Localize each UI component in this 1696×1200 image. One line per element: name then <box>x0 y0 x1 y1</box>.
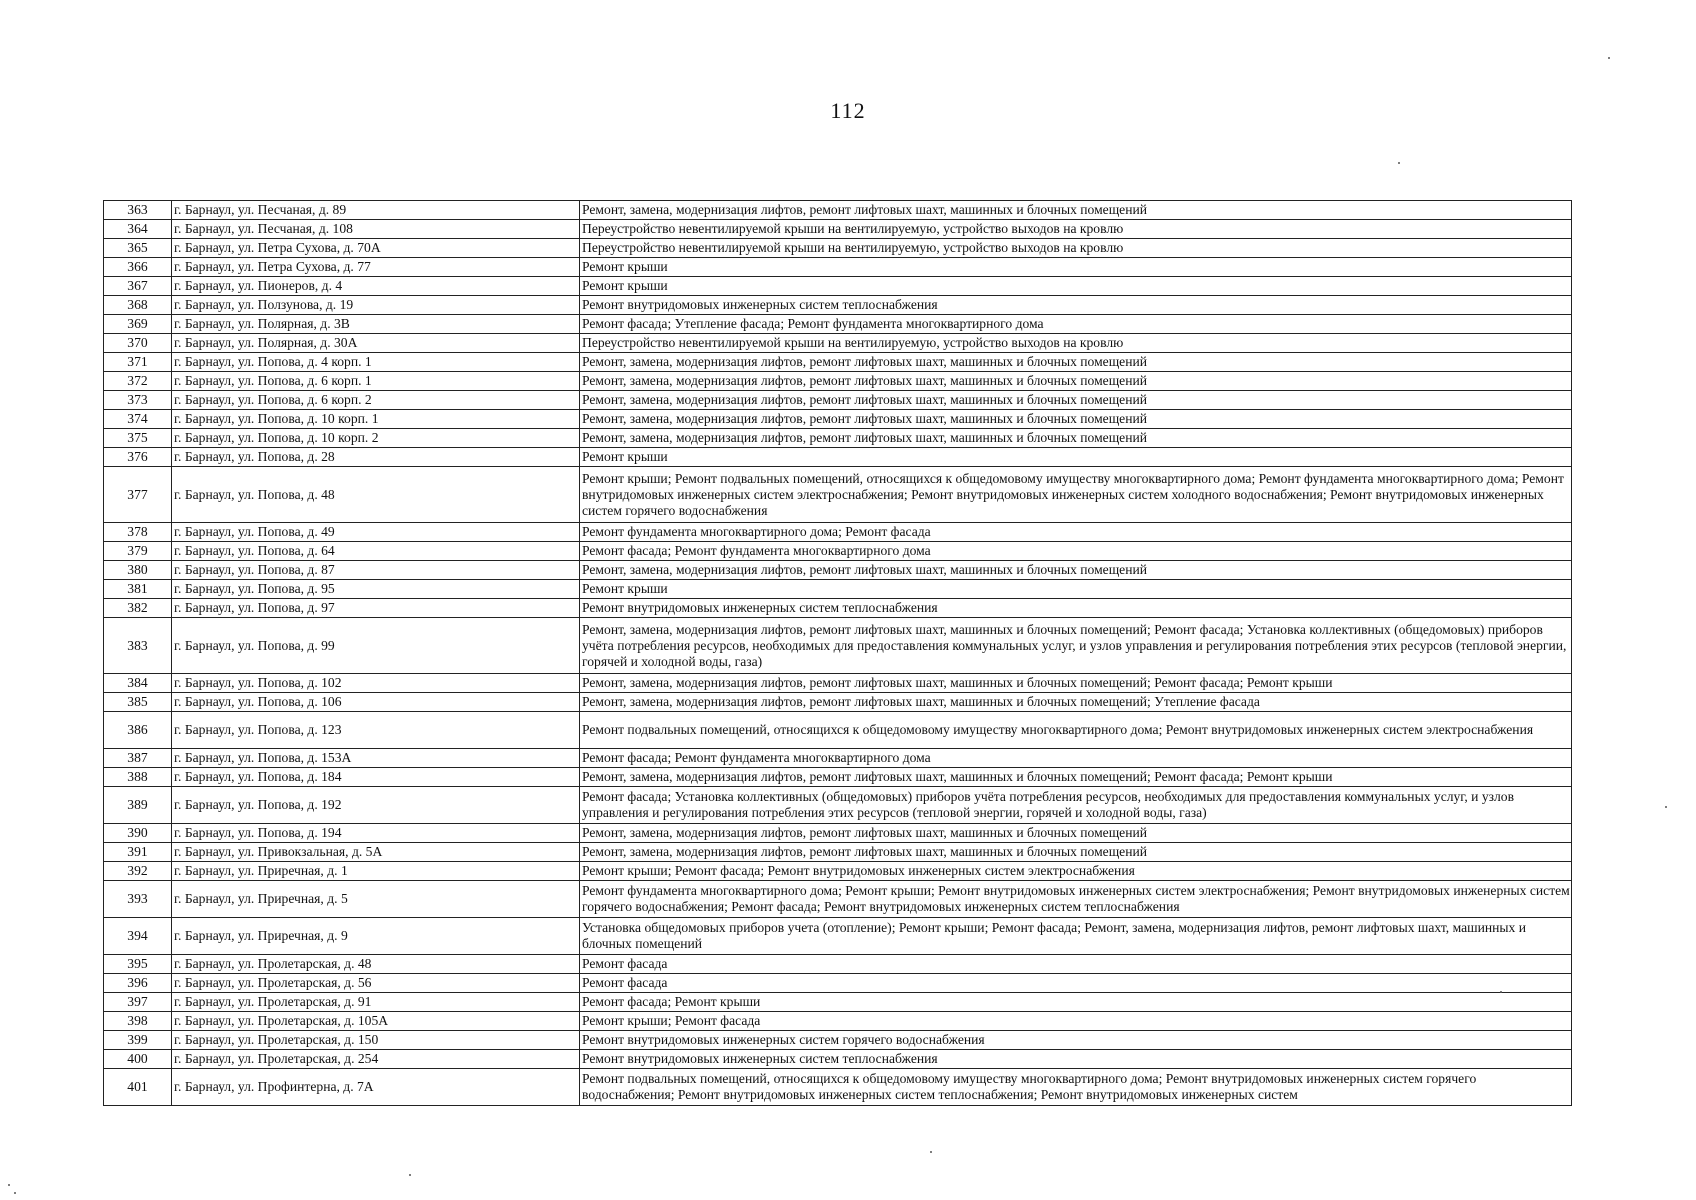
row-address: г. Барнаул, ул. Петра Сухова, д. 77 <box>172 258 580 277</box>
row-number: 370 <box>104 334 172 353</box>
row-works: Ремонт крыши; Ремонт фасада; Ремонт внутридомовых инженерных систем электроснабжения <box>580 862 1572 881</box>
table-row <box>104 955 1572 974</box>
row-number: 381 <box>104 580 172 599</box>
row-address: г. Барнаул, ул. Попова, д. 97 <box>172 599 580 618</box>
row-number: 393 <box>104 881 172 918</box>
table-row <box>104 542 1572 561</box>
row-number: 383 <box>104 618 172 674</box>
row-works: Установка общедомовых приборов учета (отопление); Ремонт крыши; Ремонт фасада; Ремонт, замена, модернизация лифтов, ремонт лифтовых шахт, машинных и блочных помещений <box>580 918 1572 955</box>
table-row <box>104 523 1572 542</box>
table-row <box>104 239 1572 258</box>
row-number: 366 <box>104 258 172 277</box>
row-address: г. Барнаул, ул. Попова, д. 10 корп. 2 <box>172 429 580 448</box>
row-address: г. Барнаул, ул. Попова, д. 106 <box>172 693 580 712</box>
row-works: Ремонт, замена, модернизация лифтов, ремонт лифтовых шахт, машинных и блочных помещений; Ремонт фасада; Установка коллективных (общедомовых) приборов учёта потребления ресурсов, необходимых для предоставления коммунальных услуг, и узлов управления и регулирования потребления этих ресурсов (тепловой энергии, горячей и холодной воды, газа) <box>580 618 1572 674</box>
scan-speck <box>409 1174 411 1176</box>
row-number: 365 <box>104 239 172 258</box>
row-number: 367 <box>104 277 172 296</box>
scan-speck <box>1398 162 1400 164</box>
row-number: 380 <box>104 561 172 580</box>
row-number: 375 <box>104 429 172 448</box>
scan-speck <box>1608 57 1610 59</box>
row-address: г. Барнаул, ул. Пролетарская, д. 56 <box>172 974 580 993</box>
row-address: г. Барнаул, ул. Пролетарская, д. 105А <box>172 1012 580 1031</box>
row-works: Ремонт фасада; Утепление фасада; Ремонт фундамента многоквартирного дома <box>580 315 1572 334</box>
row-works: Ремонт внутридомовых инженерных систем горячего водоснабжения <box>580 1031 1572 1050</box>
table-row <box>104 353 1572 372</box>
row-address: г. Барнаул, ул. Попова, д. 48 <box>172 467 580 523</box>
table-row <box>104 693 1572 712</box>
row-address: г. Барнаул, ул. Петра Сухова, д. 70А <box>172 239 580 258</box>
row-number: 384 <box>104 674 172 693</box>
row-number: 372 <box>104 372 172 391</box>
table-row <box>104 843 1572 862</box>
row-number: 374 <box>104 410 172 429</box>
table-row <box>104 334 1572 353</box>
row-address: г. Барнаул, ул. Песчаная, д. 89 <box>172 201 580 220</box>
row-number: 378 <box>104 523 172 542</box>
row-works: Переустройство невентилируемой крыши на вентилируемую, устройство выходов на кровлю <box>580 334 1572 353</box>
row-address: г. Барнаул, ул. Полярная, д. 3В <box>172 315 580 334</box>
row-number: 377 <box>104 467 172 523</box>
row-number: 397 <box>104 993 172 1012</box>
row-address: г. Барнаул, ул. Приречная, д. 5 <box>172 881 580 918</box>
row-works: Ремонт подвальных помещений, относящихся к общедомовому имуществу многоквартирного дома; Ремонт внутридомовых инженерных систем горячего водоснабжения; Ремонт внутридомовых инженерных систем теплоснабжения; Ремонт внутридомовых инженерных систем <box>580 1069 1572 1106</box>
row-number: 394 <box>104 918 172 955</box>
row-number: 388 <box>104 768 172 787</box>
row-number: 385 <box>104 693 172 712</box>
table-row <box>104 315 1572 334</box>
row-address: г. Барнаул, ул. Попова, д. 123 <box>172 712 580 749</box>
table-row <box>104 787 1572 824</box>
row-number: 391 <box>104 843 172 862</box>
table-row <box>104 768 1572 787</box>
table-row <box>104 448 1572 467</box>
row-address: г. Барнаул, ул. Попова, д. 184 <box>172 768 580 787</box>
row-works: Ремонт фундамента многоквартирного дома; Ремонт крыши; Ремонт внутридомовых инженерных систем электроснабжения; Ремонт внутридомовых инженерных систем горячего водоснабжения; Ремонт фасада; Ремонт внутридомовых инженерных систем теплоснабжения <box>580 881 1572 918</box>
row-address: г. Барнаул, ул. Пролетарская, д. 254 <box>172 1050 580 1069</box>
row-works: Ремонт фасада <box>580 974 1572 993</box>
row-address: г. Барнаул, ул. Попова, д. 10 корп. 1 <box>172 410 580 429</box>
row-works: Ремонт фасада; Установка коллективных (общедомовых) приборов учёта потребления ресурсов, необходимых для предоставления коммунальных услуг, и узлов управления и регулирования потребления этих ресурсов (тепловой энергии, горячей и холодной воды, газа) <box>580 787 1572 824</box>
row-works: Ремонт крыши; Ремонт фасада <box>580 1012 1572 1031</box>
table-row <box>104 993 1572 1012</box>
row-address: г. Барнаул, ул. Попова, д. 95 <box>172 580 580 599</box>
row-number: 363 <box>104 201 172 220</box>
row-works: Ремонт, замена, модернизация лифтов, ремонт лифтовых шахт, машинных и блочных помещений <box>580 824 1572 843</box>
row-works: Ремонт внутридомовых инженерных систем теплоснабжения <box>580 296 1572 315</box>
table-row <box>104 391 1572 410</box>
row-works: Ремонт фасада; Ремонт фундамента многоквартирного дома <box>580 749 1572 768</box>
row-works: Ремонт внутридомовых инженерных систем теплоснабжения <box>580 1050 1572 1069</box>
row-works: Ремонт, замена, модернизация лифтов, ремонт лифтовых шахт, машинных и блочных помещений <box>580 201 1572 220</box>
row-works: Ремонт, замена, модернизация лифтов, ремонт лифтовых шахт, машинных и блочных помещений; Ремонт фасада; Ремонт крыши <box>580 674 1572 693</box>
table-row <box>104 258 1572 277</box>
table-body <box>104 201 1572 1106</box>
table-row <box>104 429 1572 448</box>
row-address: г. Барнаул, ул. Попова, д. 99 <box>172 618 580 674</box>
row-works: Ремонт фундамента многоквартирного дома; Ремонт фасада <box>580 523 1572 542</box>
row-address: г. Барнаул, ул. Приречная, д. 1 <box>172 862 580 881</box>
row-number: 379 <box>104 542 172 561</box>
row-address: г. Барнаул, ул. Попова, д. 153А <box>172 749 580 768</box>
scan-speck <box>1665 806 1667 808</box>
row-number: 401 <box>104 1069 172 1106</box>
table-row <box>104 918 1572 955</box>
row-works: Ремонт, замена, модернизация лифтов, ремонт лифтовых шахт, машинных и блочных помещений <box>580 391 1572 410</box>
row-address: г. Барнаул, ул. Попова, д. 64 <box>172 542 580 561</box>
row-works: Ремонт крыши <box>580 258 1572 277</box>
row-address: г. Барнаул, ул. Попова, д. 194 <box>172 824 580 843</box>
row-number: 376 <box>104 448 172 467</box>
row-number: 368 <box>104 296 172 315</box>
table-row <box>104 1031 1572 1050</box>
table-row <box>104 372 1572 391</box>
row-address: г. Барнаул, ул. Попова, д. 6 корп. 1 <box>172 372 580 391</box>
row-address: г. Барнаул, ул. Попова, д. 49 <box>172 523 580 542</box>
table-row <box>104 277 1572 296</box>
table-row <box>104 599 1572 618</box>
row-address: г. Барнаул, ул. Ползунова, д. 19 <box>172 296 580 315</box>
row-works: Ремонт подвальных помещений, относящихся к общедомовому имуществу многоквартирного дома; Ремонт внутридомовых инженерных систем электроснабжения <box>580 712 1572 749</box>
row-number: 386 <box>104 712 172 749</box>
row-works: Ремонт, замена, модернизация лифтов, ремонт лифтовых шахт, машинных и блочных помещений <box>580 353 1572 372</box>
row-works: Ремонт, замена, модернизация лифтов, ремонт лифтовых шахт, машинных и блочных помещений <box>580 410 1572 429</box>
page-number: 112 <box>830 98 866 123</box>
row-address: г. Барнаул, ул. Полярная, д. 30А <box>172 334 580 353</box>
repair-list-table <box>103 200 1572 1106</box>
row-number: 389 <box>104 787 172 824</box>
table-row <box>104 1050 1572 1069</box>
table-row <box>104 296 1572 315</box>
table-row <box>104 1012 1572 1031</box>
row-address: г. Барнаул, ул. Пролетарская, д. 150 <box>172 1031 580 1050</box>
table-row <box>104 862 1572 881</box>
row-address: г. Барнаул, ул. Попова, д. 87 <box>172 561 580 580</box>
row-address: г. Барнаул, ул. Привокзальная, д. 5А <box>172 843 580 862</box>
table-row <box>104 580 1572 599</box>
row-works: Ремонт, замена, модернизация лифтов, ремонт лифтовых шахт, машинных и блочных помещений <box>580 372 1572 391</box>
row-address: г. Барнаул, ул. Попова, д. 28 <box>172 448 580 467</box>
row-number: 387 <box>104 749 172 768</box>
table-row <box>104 712 1572 749</box>
table-row <box>104 618 1572 674</box>
row-address: г. Барнаул, ул. Попова, д. 192 <box>172 787 580 824</box>
table-row <box>104 410 1572 429</box>
row-address: г. Барнаул, ул. Попова, д. 6 корп. 2 <box>172 391 580 410</box>
row-number: 373 <box>104 391 172 410</box>
scan-speck <box>1500 991 1502 993</box>
table-row <box>104 824 1572 843</box>
row-works: Ремонт крыши <box>580 448 1572 467</box>
table-row <box>104 1069 1572 1106</box>
row-works: Ремонт крыши; Ремонт подвальных помещений, относящихся к общедомовому имуществу многоквартирного дома; Ремонт фундамента многоквартирного дома; Ремонт внутридомовых инженерных систем электроснабжения; Ремонт внутридомовых инженерных систем холодного водоснабжения; Ремонт внутридомовых инженерных систем горячего водоснабжения <box>580 467 1572 523</box>
row-address: г. Барнаул, ул. Приречная, д. 9 <box>172 918 580 955</box>
row-number: 399 <box>104 1031 172 1050</box>
row-works: Ремонт крыши <box>580 580 1572 599</box>
scan-speck <box>930 1151 932 1153</box>
row-address: г. Барнаул, ул. Пролетарская, д. 91 <box>172 993 580 1012</box>
row-works: Ремонт фасада <box>580 955 1572 974</box>
row-works: Ремонт фасада; Ремонт фундамента многоквартирного дома <box>580 542 1572 561</box>
table-row <box>104 749 1572 768</box>
table-row <box>104 201 1572 220</box>
row-number: 371 <box>104 353 172 372</box>
row-number: 395 <box>104 955 172 974</box>
row-number: 400 <box>104 1050 172 1069</box>
row-works: Ремонт крыши <box>580 277 1572 296</box>
row-number: 398 <box>104 1012 172 1031</box>
row-number: 364 <box>104 220 172 239</box>
row-works: Ремонт внутридомовых инженерных систем теплоснабжения <box>580 599 1572 618</box>
row-works: Переустройство невентилируемой крыши на вентилируемую, устройство выходов на кровлю <box>580 220 1572 239</box>
table-row <box>104 220 1572 239</box>
row-address: г. Барнаул, ул. Попова, д. 4 корп. 1 <box>172 353 580 372</box>
table-row <box>104 467 1572 523</box>
row-works: Ремонт, замена, модернизация лифтов, ремонт лифтовых шахт, машинных и блочных помещений <box>580 843 1572 862</box>
table-row <box>104 974 1572 993</box>
row-number: 392 <box>104 862 172 881</box>
row-address: г. Барнаул, ул. Профинтерна, д. 7А <box>172 1069 580 1106</box>
row-works: Ремонт, замена, модернизация лифтов, ремонт лифтовых шахт, машинных и блочных помещений <box>580 561 1572 580</box>
row-works: Ремонт, замена, модернизация лифтов, ремонт лифтовых шахт, машинных и блочных помещений; Утепление фасада <box>580 693 1572 712</box>
row-number: 390 <box>104 824 172 843</box>
table-row <box>104 674 1572 693</box>
row-works: Ремонт фасада; Ремонт крыши <box>580 993 1572 1012</box>
row-address: г. Барнаул, ул. Попова, д. 102 <box>172 674 580 693</box>
row-address: г. Барнаул, ул. Пролетарская, д. 48 <box>172 955 580 974</box>
row-address: г. Барнаул, ул. Пионеров, д. 4 <box>172 277 580 296</box>
row-number: 369 <box>104 315 172 334</box>
table-row <box>104 881 1572 918</box>
row-works: Переустройство невентилируемой крыши на вентилируемую, устройство выходов на кровлю <box>580 239 1572 258</box>
scan-speck <box>14 1192 16 1194</box>
row-works: Ремонт, замена, модернизация лифтов, ремонт лифтовых шахт, машинных и блочных помещений <box>580 429 1572 448</box>
scan-speck <box>8 1184 10 1186</box>
row-number: 382 <box>104 599 172 618</box>
row-works: Ремонт, замена, модернизация лифтов, ремонт лифтовых шахт, машинных и блочных помещений; Ремонт фасада; Ремонт крыши <box>580 768 1572 787</box>
table-row <box>104 561 1572 580</box>
row-number: 396 <box>104 974 172 993</box>
row-address: г. Барнаул, ул. Песчаная, д. 108 <box>172 220 580 239</box>
